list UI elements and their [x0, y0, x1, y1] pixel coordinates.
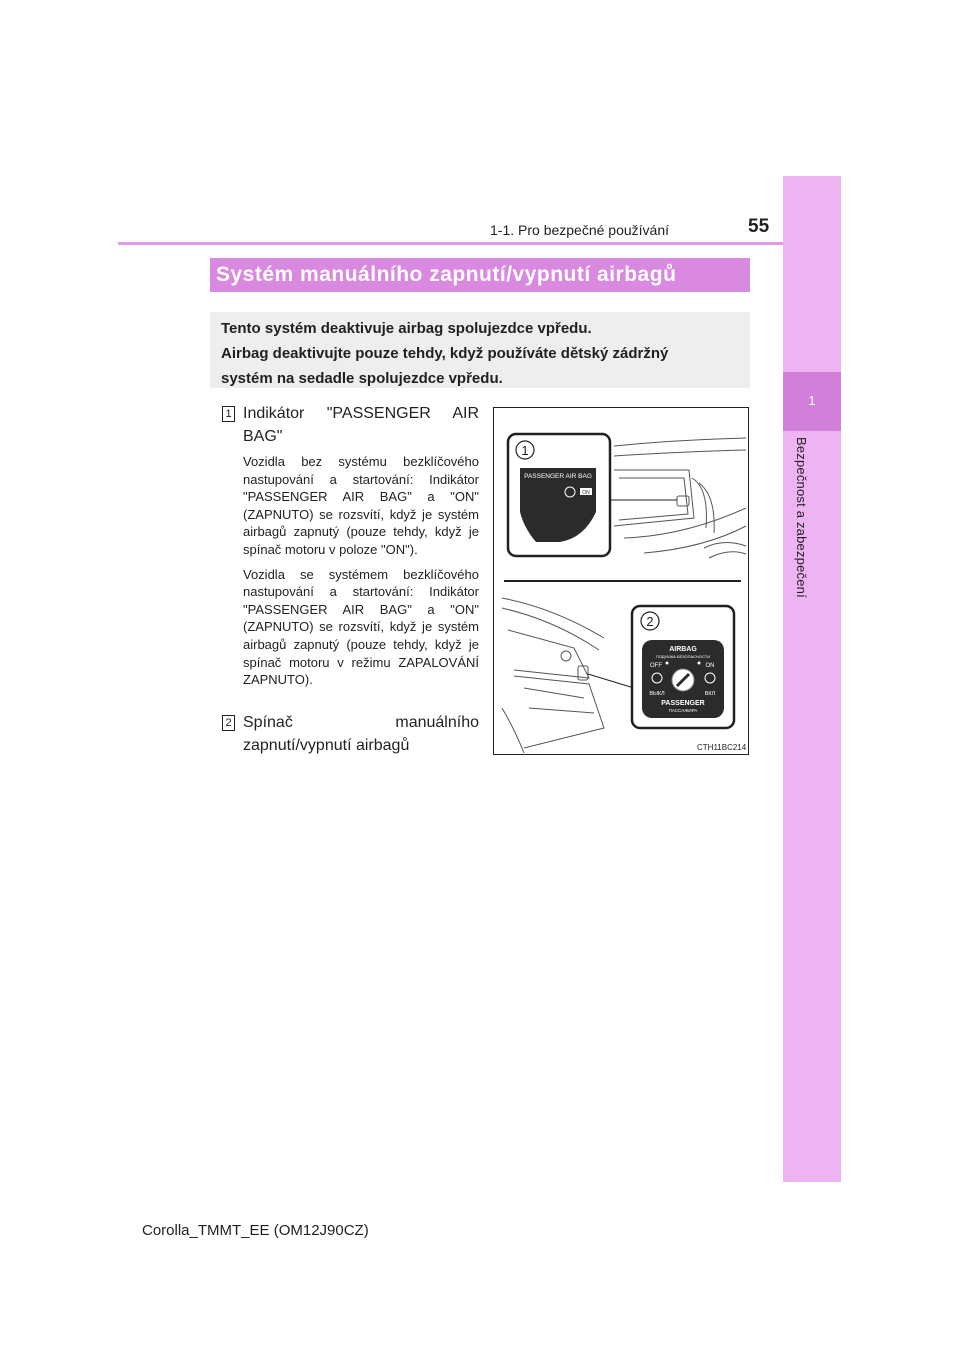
- item-title-2: Spínač manuálního zapnutí/vypnutí airbagů: [243, 714, 479, 754]
- switch-off-label-ru: ВЫКЛ: [649, 691, 665, 697]
- intro-line: systém na sedadle spolujezdce vpředu.: [221, 370, 503, 387]
- switch-on-dot: [698, 662, 701, 665]
- indicator-on-text: ON: [582, 490, 590, 496]
- callout-1-number: 1: [521, 443, 529, 458]
- page-number: 55: [748, 216, 770, 237]
- item-number-1: 1: [222, 406, 235, 422]
- callout-2-leader: [588, 674, 634, 688]
- item-paragraph: Vozidla se systémem bezklíčového nastupování a startování: Indikátor "PASSENGER AIR BAG" a "ON" (ZAPNUTO) se rozsvítí, když je systém airbagů zapnutý (pouze tehdy, když je spínač motoru v režimu ZAPALOVÁNÍ ZAPNUTO).: [243, 566, 479, 688]
- indicator-label: PASSENGER AIR BAG: [524, 473, 592, 480]
- section-heading: 1-1. Pro bezpečné používání: [490, 222, 670, 238]
- switch-off-dot: [666, 662, 669, 665]
- switch-bottom-label: PASSENGER: [661, 700, 705, 707]
- chapter-tab-number: 1: [808, 393, 816, 408]
- glovebox-drawing: [502, 598, 604, 753]
- switch-bottom-label-ru: ПАССАЖИРА: [668, 708, 698, 713]
- dashboard-top-drawing: [614, 438, 746, 558]
- intro-line: Tento systém deaktivuje airbag spolujezdce vpředu.: [221, 320, 592, 337]
- footer-model-code: Corolla_TMMT_EE (OM12J90CZ): [142, 1222, 369, 1239]
- item-number-2: 2: [222, 715, 235, 731]
- chapter-tab-label: Bezpečnost a zabezpečení: [794, 437, 809, 598]
- section-banner: [210, 258, 750, 292]
- switch-top-label: AIRBAG: [669, 646, 697, 653]
- chapter-side-strip: [783, 176, 841, 1182]
- item-paragraph: Vozidla bez systému bezklíčového nastupování a startování: Indikátor "PASSENGER AIR BAG" a "ON" (ZAPNUTO) se rozsvítí, když je systém airbagů zapnutý (pouze tehdy, když je spínač motoru v poloze "ON").: [243, 454, 479, 557]
- airbag-illustration: [493, 407, 749, 755]
- header-rule: [118, 242, 841, 245]
- item-body-1: [243, 453, 479, 696]
- intro-line: Airbag deaktivujte pouze tehdy, když používáte dětský zádržný: [221, 345, 669, 362]
- switch-on-label: ON: [705, 663, 715, 669]
- illustration-svg: [494, 408, 749, 755]
- switch-off-label: OFF: [650, 663, 662, 669]
- section-title: Systém manuálního zapnutí/vypnutí airbagů: [216, 263, 677, 286]
- figure-caption: CTH11BC214: [697, 743, 747, 752]
- switch-on-label-ru: ВКЛ: [704, 691, 716, 697]
- callout-2-number: 2: [646, 614, 654, 629]
- switch-top-label-ru: ПОДУШКА БЕЗОПАСНОСТИ: [655, 654, 711, 659]
- item-title-1: Indikátor "PASSENGER AIR BAG": [243, 405, 479, 445]
- intro-box: [210, 312, 750, 388]
